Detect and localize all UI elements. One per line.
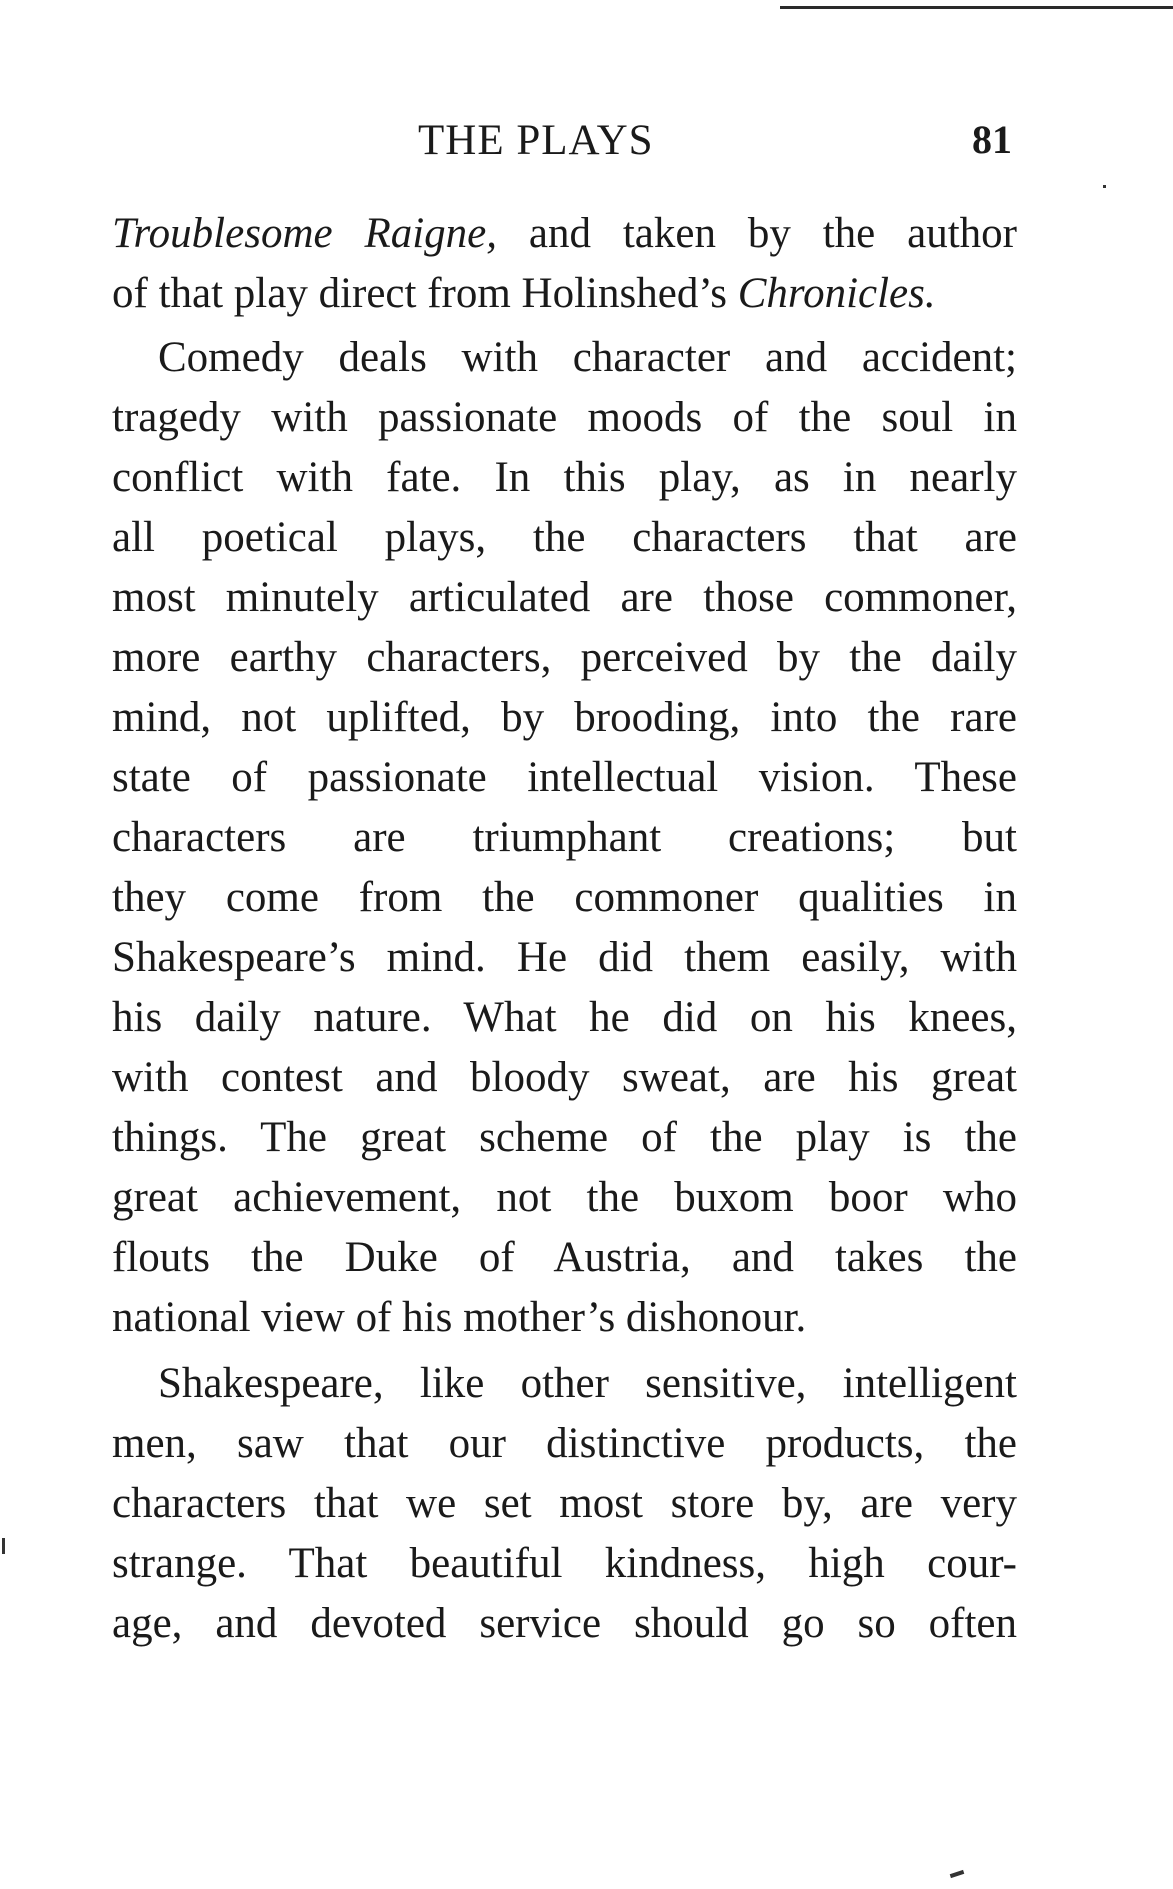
page-number: 81 bbox=[972, 117, 1012, 162]
text-line: great achievement, not the buxom boor who bbox=[112, 1174, 1017, 1221]
text-line: age, and devoted service should go so often bbox=[112, 1600, 1017, 1647]
text-line: national view of his mother’s dishonour. bbox=[112, 1294, 807, 1341]
text-line: strange. That beautiful kindness, high cour- bbox=[112, 1540, 1017, 1587]
paragraph-2 bbox=[112, 328, 1017, 1348]
text-line: characters that we set most store by, are very bbox=[112, 1480, 1017, 1527]
text-line: all poetical plays, the characters that are bbox=[112, 514, 1017, 561]
scan-speck bbox=[1103, 185, 1106, 188]
text-line: characters are triumphant creations; but bbox=[112, 814, 1017, 861]
italic-title: Troublesome Raigne, bbox=[112, 210, 498, 257]
text-line: more earthy characters, perceived by the daily bbox=[112, 634, 1017, 681]
paragraph-1 bbox=[112, 204, 1017, 324]
text-line: Comedy deals with character and accident; bbox=[158, 334, 1017, 381]
text-line: things. The great scheme of the play is the bbox=[112, 1114, 1017, 1161]
text-line: of that play direct from Holinshed’s Chronicles. bbox=[112, 270, 936, 317]
running-title: THE PLAYS bbox=[418, 117, 654, 164]
text-line: mind, not uplifted, by brooding, into the rare bbox=[112, 694, 1017, 741]
paragraph-3 bbox=[112, 1354, 1017, 1654]
top-edge-rule bbox=[780, 6, 1173, 9]
scan-speck bbox=[2, 1538, 5, 1554]
text-line: tragedy with passionate moods of the soul in bbox=[112, 394, 1017, 441]
page-header bbox=[112, 116, 1012, 176]
scan-speck bbox=[950, 1870, 965, 1878]
text-line: they come from the commoner qualities in bbox=[112, 874, 1017, 921]
text-line: Shakespeare’s mind. He did them easily, with bbox=[112, 934, 1017, 981]
italic-title: Chronicles. bbox=[737, 270, 936, 317]
text-line: most minutely articulated are those commoner, bbox=[112, 574, 1017, 621]
text-line: conflict with fate. In this play, as in nearly bbox=[112, 454, 1017, 501]
text-line: Shakespeare, like other sensitive, intelligent bbox=[158, 1360, 1017, 1407]
body-text bbox=[112, 204, 1017, 1654]
text-line: with contest and bloody sweat, are his great bbox=[112, 1054, 1017, 1101]
text-line: Troublesome Raigne, and taken by the author bbox=[112, 210, 1017, 257]
text-line: his daily nature. What he did on his knees, bbox=[112, 994, 1017, 1041]
text-line: flouts the Duke of Austria, and takes the bbox=[112, 1234, 1017, 1281]
text-line: men, saw that our distinctive products, the bbox=[112, 1420, 1017, 1467]
text-line: state of passionate intellectual vision. These bbox=[112, 754, 1017, 801]
